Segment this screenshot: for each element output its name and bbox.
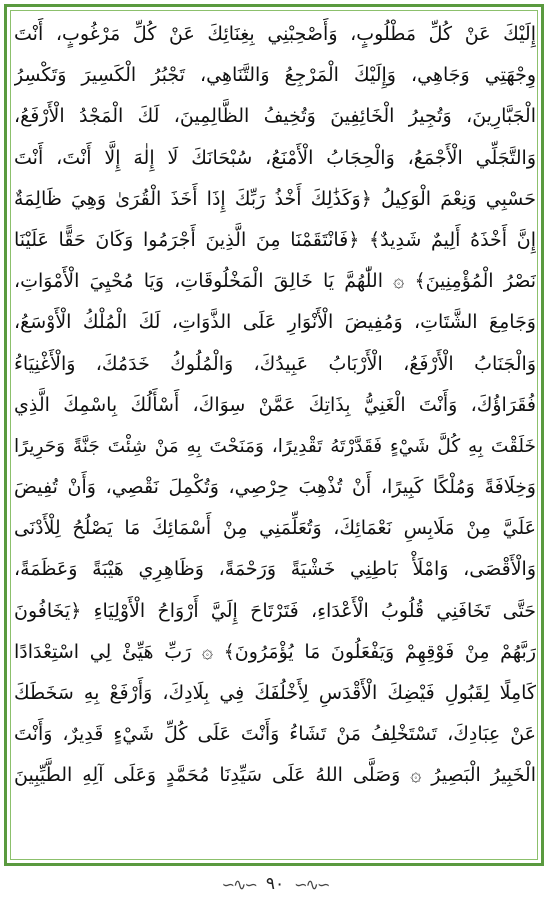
- text-line-5: حَسْبِي وَنِعْمَ الْوَكِيلُ ﴿وَكَذَٰلِكَ أَخْذُ رَبِّكَ إِذَا أَخَذَ الْقُرَىٰ وَهِيَ ظَالِمَةٌ: [14, 187, 536, 210]
- text-line-2: وِجْهَتِي وَجَاهِي، وَإِلَيْكَ الْمَرْجِعُ وَالتَّنَاهِي، تَجْبُرُ الْكَسِيرَ وَتَكْسِرُ: [14, 64, 536, 87]
- text-line-13: عَلَيَّ مِنْ مَلَابِسِ نَعْمَائِكَ، وَتُعَلِّمَنِي مِنْ أَسْمَائِكَ مَا يَصْلُحُ لِلْأَدْنَى: [14, 517, 536, 540]
- text-line-3: الْجَبَّارِينَ، وَتُجِيرُ الْخَائِفِينَ وَتُخِيفُ الظَّالِمِينَ، لَكَ الْمَجْدُ الْأَرْفَعُ،: [14, 105, 536, 128]
- text-line-15: حَتَّى تَخَافَنِي قُلُوبُ الْأَعْدَاءِ، فَتَرْتَاحَ إِلَيَّ أَرْوَاحُ الْأَوْلِيَاءِ ﴿يَخَافُونَ: [14, 599, 536, 622]
- text-line-12: وَخِلَافَةً وَمُلْكًا كَبِيرًا، أَنْ تُذْهِبَ حِرْصِي، وَتُكْمِلَ نَقْصِي، وَأَنْ تُفِيضَ: [14, 476, 536, 499]
- text-line-8: وَجَامِعَ الشَّتَاتِ، وَمُفِيضَ الْأَنْوَارِ عَلَى الذَّوَاتِ، لَكَ الْمُلْكُ الْأَوْسَعُ،: [14, 311, 536, 334]
- text-line-17: كَامِلًا لِقَبُولِ فَيْضِكَ الْأَقْدَسِ لِأَخْلُفَكَ فِي بِلَادِكَ، وَأَرْفَعْ بِهِ سَخَطَكَ: [14, 682, 536, 704]
- text-line-6: إِنَّ أَخْذَهُ أَلِيمٌ شَدِيدٌ﴾ ﴿فَانْتَقَمْنَا مِنَ الَّذِينَ أَجْرَمُوا وَكَانَ حَقًّا عَلَيْنَا: [14, 228, 536, 251]
- text-line-11: خَلَقْتَ بِهِ كُلَّ شَيْءٍ فَقَدَّرْتَهُ تَقْدِيرًا، وَمَنَحْتَ بِهِ مَنْ شِئْتَ جَنَّةً وَحَرِيرًا: [14, 435, 536, 457]
- page-footer: [0, 870, 550, 898]
- text-line-4: وَالتَّجَلِّي الْأَجْمَعُ، وَالْحِجَابُ الْأَمْنَعُ، سُبْحَانَكَ لَا إِلٰهَ إِلَّا أَنْتَ، أَنْتَ: [14, 146, 536, 169]
- text-line-16: رَبَّهُمْ مِنْ فَوْقِهِمْ وَيَفْعَلُونَ مَا يُؤْمَرُونَ﴾ ۞ رَبِّ هَيِّئْ لِي اسْتِعْدَادًا: [14, 640, 536, 663]
- text-line-9: وَالْجَنَابُ الْأَرْفَعُ، الْأَرْبَابُ عَبِيدُكَ، وَالْمُلُوكُ خَدَمُكَ، وَالْأَغْنِيَاءُ: [14, 352, 536, 375]
- text-line-1: إِلَيْكَ عَنْ كُلِّ مَطْلُوبٍ، وَأَصْحِبْنِي بِغِنَائِكَ عَنْ كُلِّ مَرْغُوبٍ، أَنْتَ: [14, 23, 536, 45]
- text-line-19: الْخَبِيرُ الْبَصِيرُ ۞ وَصَلَّى اللهُ عَلَى سَيِّدِنَا مُحَمَّدٍ وَعَلَى آلِهِ الطَّيِّبِينَ: [14, 764, 536, 787]
- text-line-14: وَالْأَقْصَى، وَامْلَأْ بَاطِنِي خَشْيَةً وَرَحْمَةً، وَظَاهِرِي هَيْبَةً وَعَظَمَةً،: [14, 558, 536, 581]
- text-line-7: نَصْرُ الْمُؤْمِنِينَ﴾ ۞ اللّٰهُمَّ يَا خَالِقَ الْمَخْلُوقَاتِ، وَيَا مُحْيِيَ الْأَمْوَاتِ،: [14, 270, 536, 293]
- ornament-left-icon: ∽∿∽: [221, 874, 256, 894]
- ornament-right-icon: ∽∿∽: [294, 874, 329, 894]
- text-line-10: فُقَرَاؤُكَ، وَأَنْتَ الْغَنِيُّ بِذَاتِكَ عَمَّنْ سِوَاكَ، أَسْأَلُكَ بِاسْمِكَ الَّذِي: [14, 393, 536, 416]
- text-line-18: عَنْ عِبَادِكَ، تَسْتَخْلِفُ مَنْ تَشَاءُ وَأَنْتَ عَلَى كُلِّ شَيْءٍ قَدِيرٌ، وَأَنْتَ: [14, 723, 536, 746]
- page-number: ٩٠: [265, 874, 285, 894]
- body-text: [14, 14, 536, 797]
